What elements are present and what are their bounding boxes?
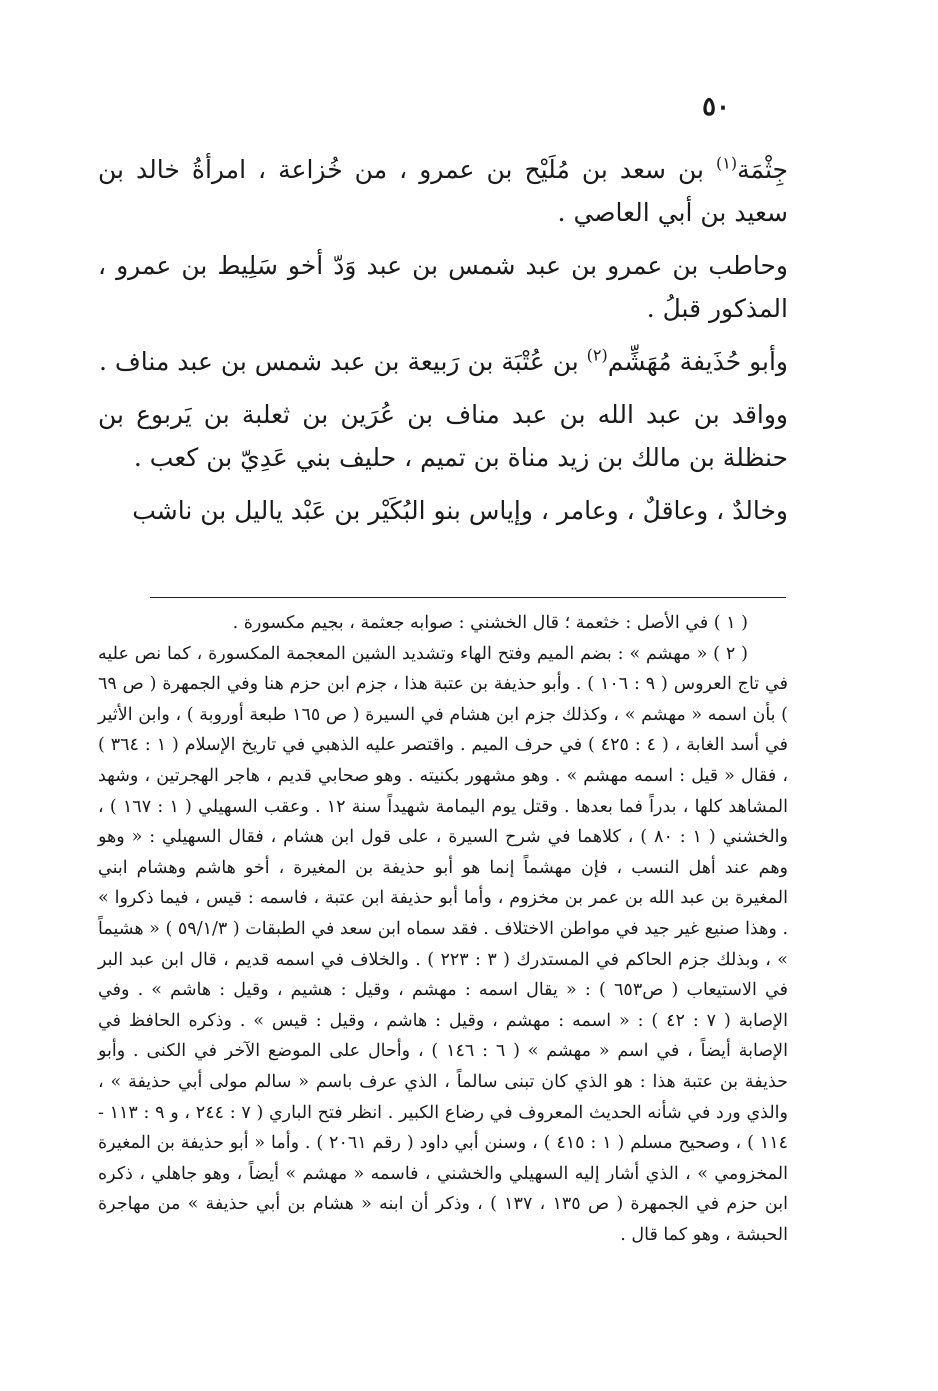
main-paragraph-1 — [98, 148, 788, 234]
footnote-marker-2: (٢) — [586, 345, 608, 365]
footnote-1: ( ١ ) في الأصل : خثعمة ؛ قال الخشني : صوابه جعثمة ، بجيم مكسورة . — [232, 613, 748, 633]
footnote-2: ( ٢ ) « مهشم » : بضم الميم وفتح الهاء وتشديد الشين المعجمة المكسورة ، كما نص عليه في تاج العروس ( ٩ : ١٠٦ ) . وأبو حذيفة بن عتبة هذا ، جزم ابن حزم هنا وفي الجمهرة ( ص ٦٩ ) بأن اسمه « مهشم » ، وكذلك جزم ابن هشام في السيرة ( ص ١٦٥ طبعة أوروبة ) ، وابن الأثير في أسد الغابة ، ( ٤ : ٤٢٥ ) في حرف الميم . واقتصر عليه الذهبي في تاريخ الإسلام ( ١ : ٣٦٤ ) ، فقال « قيل : اسمه مهشم » . وهو مشهور بكنيته . وهو صحابي قديم ، هاجر الهجرتين ، وشهد المشاهد كلها ، بدراً فما بعدها . وقتل يوم اليمامة شهيداً سنة ١٢ . وعقب السهيلي ( ١ : ١٦٧ ) ، والخشني ( ١ : ٨٠ ) ، كلاهما في شرح السيرة ، على قول ابن هشام ، فقال السهيلي : « وهو وهم عند أهل النسب ، فإن مهشماً إنما هو أبو حذيفة بن المغيرة ، أخو هاشم وهشام ابني المغيرة بن عبد الله بن عمر بن مخزوم ، وأما أبو حذيفة ابن عتبة ، فاسمه : قيس ، فيما ذكروا » . وهذا صنيع غير جيد في مواطن الاختلاف . فقد سماه ابن سعد في الطبقات ( ٥٩/١/٣ ) « هشيماً » ، وبذلك جزم الحاكم في المستدرك ( ٣ : ٢٢٣ ) . والخلاف في اسمه قديم ، قال ابن عبد البر في الاستيعاب ( ص٦٥٣ ) : « يقال اسمه : مهشم ، وقيل : هشيم ، وقيل : هاشم » . وفي الإصابة ( ٧ : ٤٢ ) : « اسمه : مهشم ، وقيل : هاشم ، وقيل : قيس » . وذكره الحافظ في الإصابة أيضاً ، في اسم « مهشم » ( ٦ : ١٤٦ ) ، وأحال على الموضع الآخر في الكنى . وأبو حذيفة بن عتبة هذا : هو الذي كان تبنى سالماً ، الذي عرف باسم « سالم مولى أبي حذيفة » ، والذي ورد في شأنه الحديث المعروف في رضاع الكبير . انظر فتح الباري ( ٧ : ٢٤٤ ، و ٩ : ١١٣ - ١١٤ ) ، وصحيح مسلم ( ١ : ٤١٥ ) ، وسنن أبي داود ( رقم ٢٠٦١ ) . وأما « أبو حذيفة بن المغيرة المخزومي » ، الذي أشار إليه السهيلي والخشني ، فاسمه « مهشم » أيضاً ، وهو جاهلي ، ذكره ابن حزم في الجمهرة ( ص ١٣٥ ، ١٣٧ ) ، وذكر أن ابنه « هشام بن أبي حذيفة » من مهاجرة الحبشة ، وهو كما قال . — [98, 643, 789, 1245]
main-text — [98, 148, 788, 542]
main-paragraph-3 — [98, 340, 788, 383]
main-paragraph-4: وواقد بن عبد الله بن عبد مناف بن عُرَين بن ثعلبة بن يَربوع بن حنظلة بن مالك بن زيد مناة بن تميم ، حليف بني عَدِيّ بن كعب . — [98, 400, 788, 472]
footnotes — [98, 608, 788, 1250]
main-paragraph-3-rest: بن عُتْبَة بن رَبيعة بن عبد شمس بن عبد مناف . — [99, 347, 587, 376]
main-paragraph-1-lead: جِثْمَة — [737, 155, 788, 184]
main-paragraph-2: وحاطب بن عمرو بن عبد شمس بن عبد وَدّ أخو سَلِيط بن عمرو ، المذكور قبلُ . — [98, 251, 788, 323]
page-number: ٥٠ — [702, 92, 730, 122]
main-paragraph-5: وخالدٌ ، وعاقلٌ ، وعامر ، وإياس بنو البُكَيْر بن عَبْد ياليل بن ناشب — [132, 496, 788, 525]
footnote-marker-1: (١) — [716, 153, 738, 173]
footnote-divider — [150, 597, 786, 598]
main-paragraph-1-rest: بن سعد بن مُلَيْح بن عمرو ، من خُزاعة ، امرأةُ خالد بن سعيد بن أبي العاصي . — [98, 155, 788, 227]
main-paragraph-3-lead: وأبو حُذَيفة مُهَشِّم — [607, 347, 788, 376]
